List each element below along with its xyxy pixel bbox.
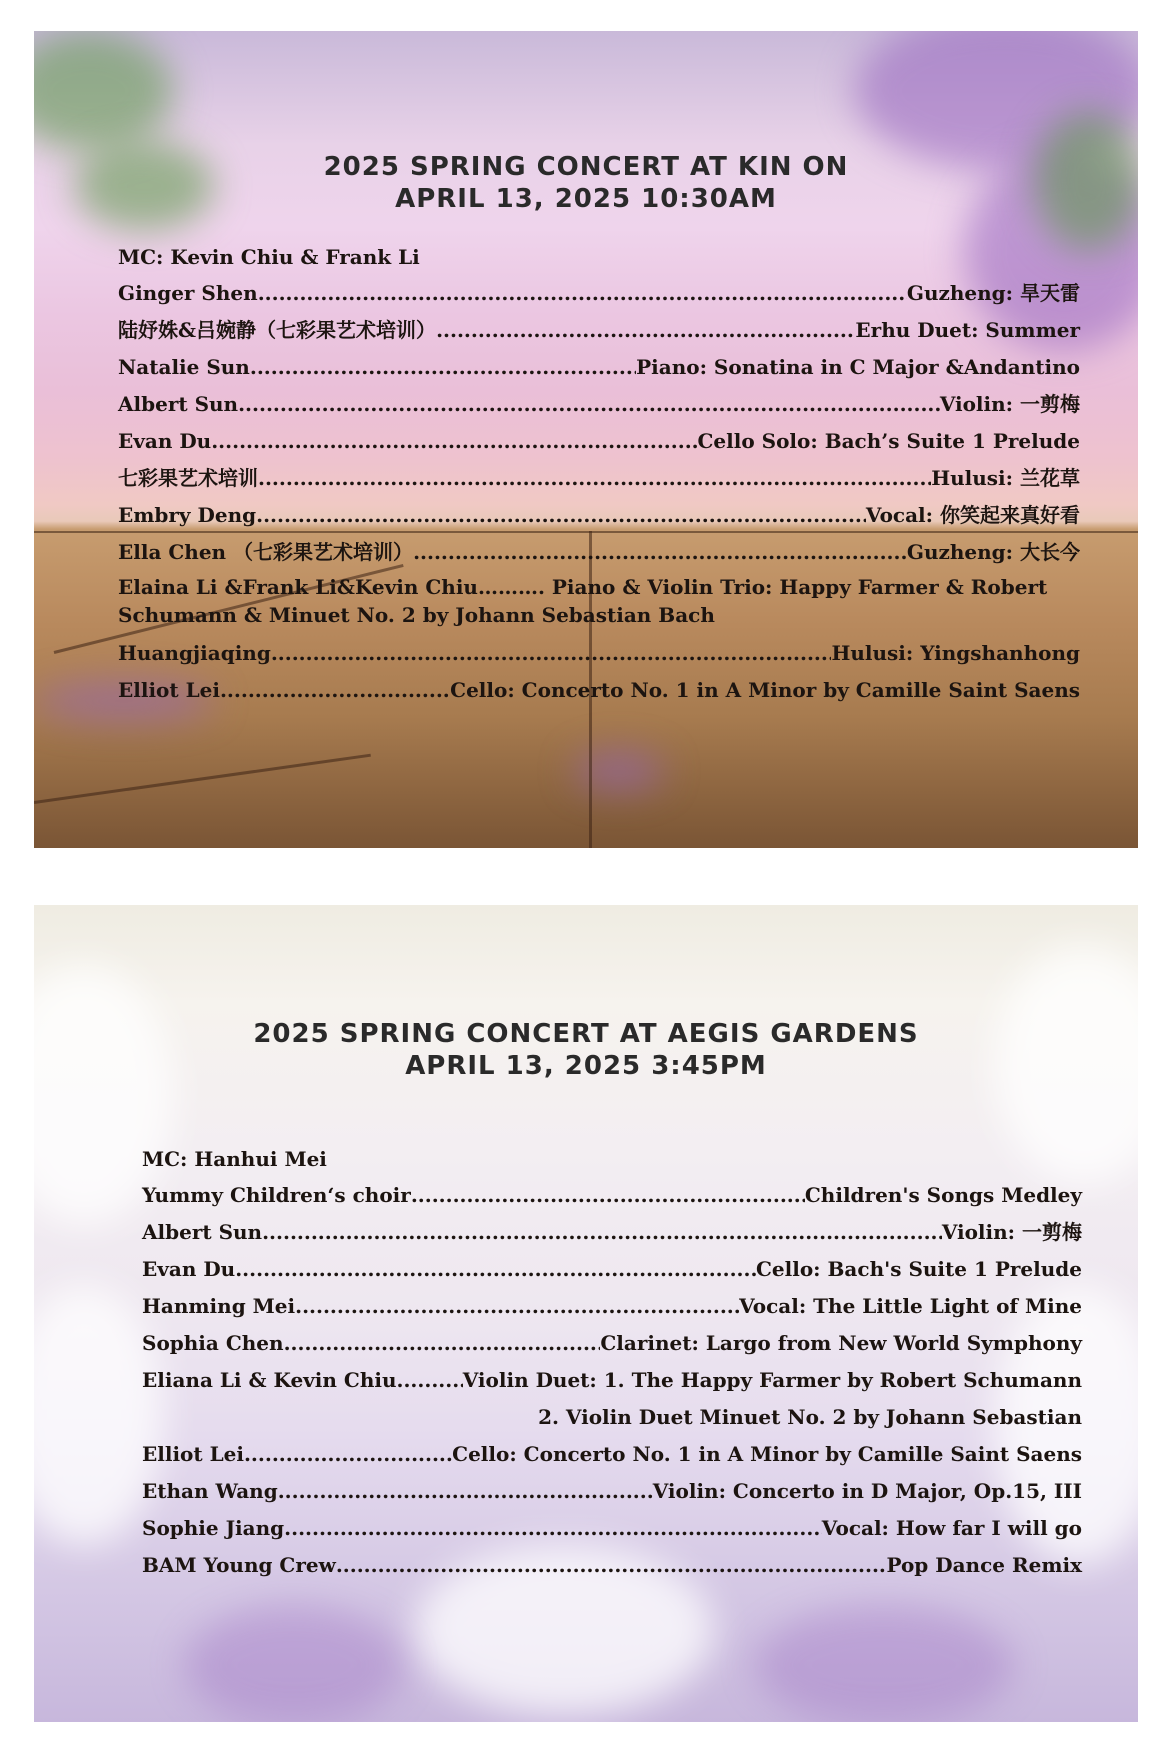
program-row	[142, 1436, 1082, 1473]
performer: Yummy Children‘s choir	[142, 1183, 411, 1207]
program-row	[142, 1288, 1082, 1325]
piece: Violin Duet: 1. The Happy Farmer by Robert Schumann	[462, 1368, 1082, 1392]
program-row	[142, 1214, 1082, 1251]
piece: Cello: Concerto No. 1 in A Minor by Camille Saint Saens	[450, 678, 1080, 702]
piece: Piano: Sonatina in C Major &Andantino	[636, 355, 1080, 379]
wood-plank-seam	[34, 754, 371, 804]
leader-dots	[258, 460, 931, 497]
performer: Ethan Wang	[142, 1479, 278, 1503]
leader-dots	[211, 423, 697, 460]
petals-decoration	[574, 751, 664, 791]
program-row	[118, 497, 1080, 534]
performer: Sophie Jiang	[142, 1516, 285, 1540]
piece: Violin: 一剪梅	[939, 392, 1080, 416]
piece: Pop Dance Remix	[886, 1553, 1082, 1577]
leader-dots	[244, 1436, 452, 1473]
leader-dots	[411, 1177, 805, 1214]
lilac-blur-decoration	[754, 1605, 1014, 1722]
piece: Guzheng: 旱天雷	[906, 281, 1080, 305]
leader-dots	[436, 312, 855, 349]
program-list	[142, 1141, 1082, 1584]
piece: Erhu Duet: Summer	[855, 318, 1080, 342]
program-row	[118, 349, 1080, 386]
program-row	[118, 312, 1080, 349]
performer: Evan Du	[118, 429, 212, 453]
concert-title	[34, 151, 1138, 215]
performer: Eliana Li & Kevin Chiu	[142, 1368, 397, 1392]
piece: Vocal: 你笑起来真好看	[865, 503, 1080, 527]
performer: BAM Young Crew	[142, 1553, 336, 1577]
concert-card-kin-on	[34, 31, 1138, 848]
leader-dots	[336, 1547, 887, 1584]
leader-dots	[295, 1288, 739, 1325]
performer: Elliot Lei	[142, 1442, 244, 1466]
leader-dots	[284, 1510, 822, 1547]
piece: Cello: Concerto No. 1 in A Minor by Camille Saint Saens	[452, 1442, 1082, 1466]
performer: Albert Sun	[118, 392, 239, 416]
program-row	[118, 460, 1080, 497]
performer: Huangjiaqing	[118, 641, 271, 665]
piece: Vocal: How far I will go	[821, 1516, 1082, 1540]
program-row-trio: Elaina Li &Frank Li&Kevin Chiu………. Piano & Violin Trio: Happy Farmer & Robert Schumann & Minuet No. 2 by Johann Sebastian Bach	[118, 575, 1048, 627]
program-row	[118, 672, 1080, 709]
program-row	[118, 423, 1080, 460]
performer: Hanming Mei	[142, 1294, 296, 1318]
piece: Cello Solo: Bach’s Suite 1 Prelude	[697, 429, 1080, 453]
piece: Guzheng: 大长今	[906, 540, 1080, 564]
program-row	[142, 1251, 1082, 1288]
piece: Hulusi: 兰花草	[931, 466, 1080, 490]
program-row	[142, 1325, 1082, 1362]
performer: Ginger Shen	[118, 281, 258, 305]
program-row	[142, 1547, 1082, 1584]
concert-title	[34, 1018, 1138, 1082]
performer: 陆妤姝&吕婉静（七彩果艺术培训）	[118, 318, 437, 342]
mc-line: MC: Hanhui Mei	[142, 1147, 327, 1171]
leader-dots	[278, 1473, 653, 1510]
piece: Violin: Concerto in D Major, Op.15, III	[652, 1479, 1082, 1503]
piece: Violin: 一剪梅	[941, 1220, 1082, 1244]
program-row	[118, 386, 1080, 423]
performer: 七彩果艺术培训	[118, 466, 258, 490]
program-row	[142, 1473, 1082, 1510]
piece: Children's Songs Medley	[804, 1183, 1082, 1207]
leader-dots	[250, 349, 636, 386]
concert-title-line: 2025 SPRING CONCERT AT KIN ON	[323, 152, 849, 182]
leader-dots	[397, 1362, 463, 1399]
performer: Natalie Sun	[118, 355, 250, 379]
performer: Embry Deng	[118, 503, 257, 527]
leader-dots	[235, 1251, 756, 1288]
program-list	[118, 239, 1080, 709]
leader-dots	[284, 1325, 601, 1362]
program-row	[142, 1510, 1082, 1547]
concert-card-aegis-gardens	[34, 905, 1138, 1722]
piece: Hulusi: Yingshanhong	[831, 641, 1080, 665]
mc-line: MC: Kevin Chiu & Frank Li	[118, 245, 420, 269]
piece: Cello: Bach's Suite 1 Prelude	[756, 1257, 1082, 1281]
concert-title-line: 2025 SPRING CONCERT AT AEGIS GARDENS	[253, 1019, 919, 1049]
leader-dots	[238, 386, 940, 423]
leader-dots	[271, 635, 832, 672]
performer: Sophia Chen	[142, 1331, 284, 1355]
lilac-blur-decoration	[184, 1605, 404, 1722]
piece: Vocal: The Little Light of Mine	[739, 1294, 1082, 1318]
concert-date: APRIL 13, 2025 10:30AM	[395, 184, 777, 214]
program-row	[118, 534, 1080, 571]
performer: Elliot Lei	[118, 678, 220, 702]
performer: Ella Chen （七彩果艺术培训）	[118, 540, 414, 564]
program-row	[118, 275, 1080, 312]
concert-date: APRIL 13, 2025 3:45PM	[405, 1051, 767, 1081]
program-row	[118, 635, 1080, 672]
piece: Clarinet: Largo from New World Symphony	[600, 1331, 1082, 1355]
green-leaves-decoration	[34, 31, 174, 151]
leader-dots	[256, 497, 866, 534]
program-row	[142, 1362, 1082, 1399]
leader-dots	[220, 672, 450, 709]
performer: Evan Du	[142, 1257, 236, 1281]
performer: Albert Sun	[142, 1220, 263, 1244]
duet-continuation: 2. Violin Duet Minuet No. 2 by Johann Sebastian	[538, 1405, 1082, 1429]
leader-dots	[258, 275, 907, 312]
program-row	[142, 1177, 1082, 1214]
leader-dots	[262, 1214, 942, 1251]
leader-dots	[413, 534, 907, 571]
